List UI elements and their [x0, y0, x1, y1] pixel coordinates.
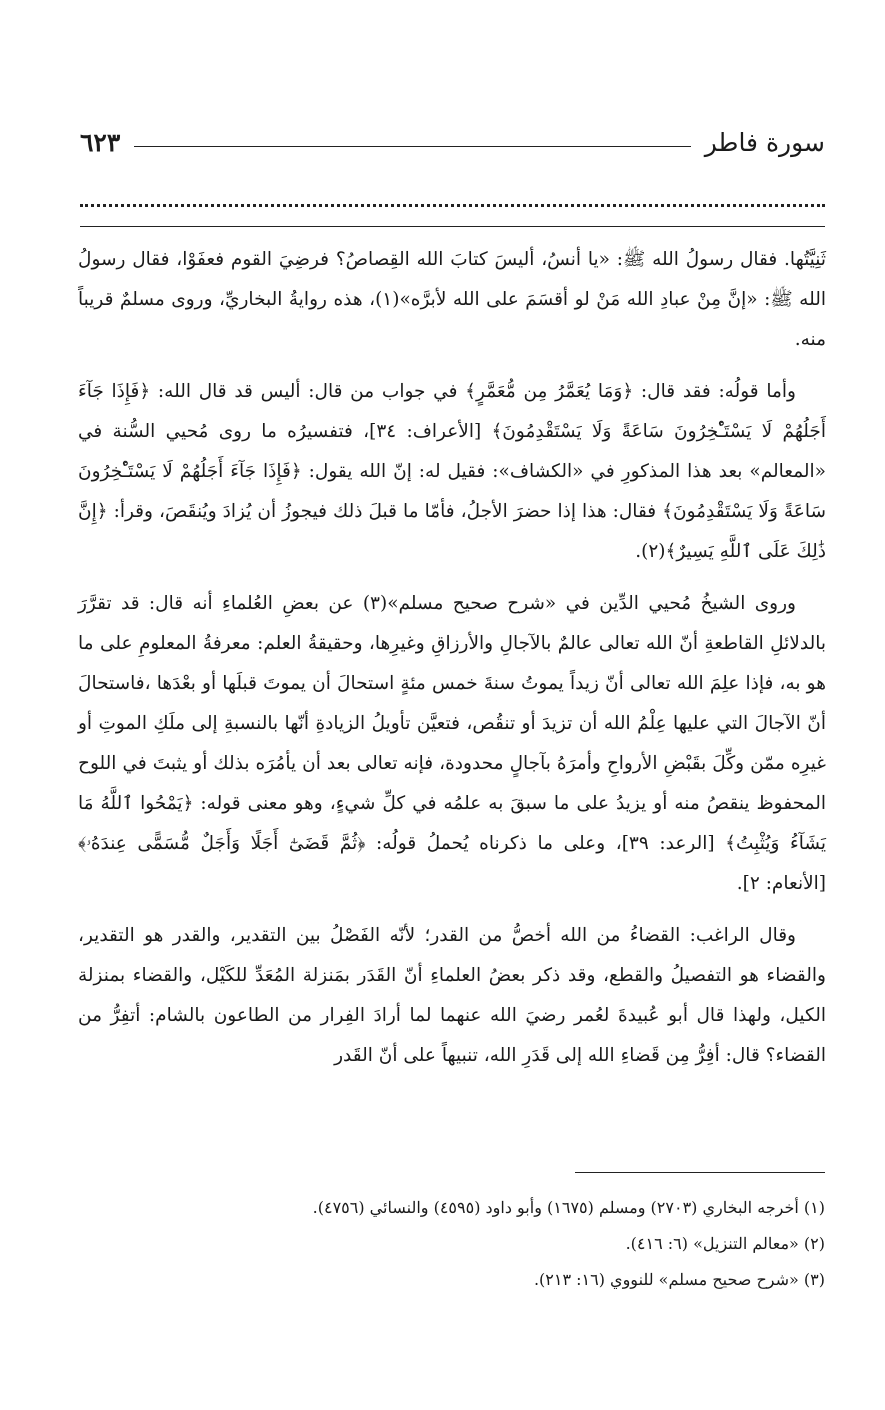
footnote-1: (١) أخرجه البخاري (٢٧٠٣) ومسلم (١٦٧٥) وأبو داود (٤٥٩٥) والنسائي (٤٧٥٦).: [312, 1198, 825, 1217]
top-rule: [80, 226, 825, 227]
paragraph-1: ثَنِيَّتُها. فقال رسولُ الله ﷺ: «يا أنسُ، أليسَ كتابَ الله القِصاصُ؟ فرضِيَ القوم فعفَوْا، فقال رسولُ الله ﷺ: «إنَّ مِنْ عبادِ الله مَنْ لو أقسَمَ على الله لأبرَّه»(١)، هذه روايةُ البخاريِّ، وروى مسلمٌ قريباً منه.: [78, 249, 826, 350]
running-header: [80, 118, 825, 166]
paragraph-2: وأما قولُه: فقد قال: ﴿وَمَا يُعَمَّرُ مِن مُّعَمَّرٍ﴾ في جواب من قال: أليس قد قال الله: ﴿فَإِذَا جَآءَ أَجَلُهُمْ لَا يَسْتَـْٔخِرُونَ سَاعَةً وَلَا يَسْتَقْدِمُونَ﴾ [الأعراف: ٣٤]، فتفسيرُه ما روى مُحيي السُّنة في «المعالم» بعد هذا المذكورِ في «الكشاف»: فقيل له: إنّ الله يقول: ﴿فَإِذَا جَآءَ أَجَلُهُمْ لَا يَسْتَـْٔخِرُونَ سَاعَةً وَلَا يَسْتَقْدِمُونَ﴾ فقال: هذا إذا حضرَ الأجلُ، فأمّا ما قبلَ ذلك فيجوزُ أن يُزادَ ويُنقَصَ، وقرأ: ﴿إِنَّ ذَٰلِكَ عَلَى ٱللَّهِ يَسِيرٌ﴾(٢).: [78, 381, 826, 562]
dotted-separator: [80, 190, 825, 207]
paragraph-4: وقال الراغب: القضاءُ من الله أخصُّ من القدر؛ لأنّه الفَصْلُ بين التقدير، والقدر هو التقدير، والقضاء هو التفصيلُ والقطع، وقد ذكر بعضُ العلماءِ أنّ القَدَر بمَنزلة المُعَدِّ للكَيْل، والقضاء بمنزلة الكيل، ولهذا قال أبو عُبيدةَ لعُمر رضيَ الله عنهما لما أرادَ الفِرار من الطاعون بالشام: أتفِرُّ من القضاء؟ قال: أفِرُّ مِن قَضاءِ الله إلى قَدَرِ الله، تنبيهاً على أنّ القَدر: [78, 925, 826, 1066]
paragraph-3: وروى الشيخُ مُحيي الدِّين في «شرح صحيح مسلم»(٣) عن بعضِ العُلماءِ أنه قال: قد تقرَّرَ بالدلائلِ القاطعةِ أنّ الله تعالى عالمٌ بالآجالِ والأرزاقِ وغيرِها، وحقيقةُ العلم: معرفةُ المعلومِ على ما هو به، فإذا علِمَ الله تعالى أنّ زيداً يموتُ سنةَ خمس مئةٍ استحالَ أن يموتَ قبلَها أو بعْدَها ،فاستحالَ أنّ الآجالَ التي عليها عِلْمُ الله أن تزيدَ أو تنقُص، فتعيَّن تأويلُ الزيادةِ أنّها بالنسبةِ إلى ملَكِ الموتِ أو غيرِه ممّن وكِّلَ بقَبْضِ الأرواحِ وأمرَهُ بآجالٍ محدودة، فإنه تعالى بعد أن يأمُرَه بذلك أو يثبتَ في اللوح المحفوظ ينقصُ منه أو يزيدُ على ما سبقَ به علمُه في كلِّ شيءٍ، وهو معنى قوله: ﴿يَمْحُوا ٱللَّهُ مَا يَشَآءُ وَيُثْبِتُ﴾ [الرعد: ٣٩]، وعلى ما ذكرناه يُحملُ قولُه: ﴿ثُمَّ قَضَىٰٓ أَجَلًا وَأَجَلٌ مُّسَمًّى عِندَهُۥ﴾ [الأنعام: ٢].: [78, 593, 826, 894]
footnote-2: (٢) «معالم التنزيل» (٦: ٤١٦).: [625, 1234, 825, 1253]
footnote-rule: [575, 1172, 825, 1173]
surah-title: سورة فاطر: [704, 127, 825, 157]
page-number: ٦٢٣: [80, 127, 121, 157]
footnote-3: (٣) «شرح صحيح مسلم» للنووي (١٦: ٢١٣).: [533, 1270, 825, 1289]
footnotes: [80, 1190, 825, 1298]
header-rule: [134, 146, 690, 147]
main-text: [78, 240, 826, 1088]
